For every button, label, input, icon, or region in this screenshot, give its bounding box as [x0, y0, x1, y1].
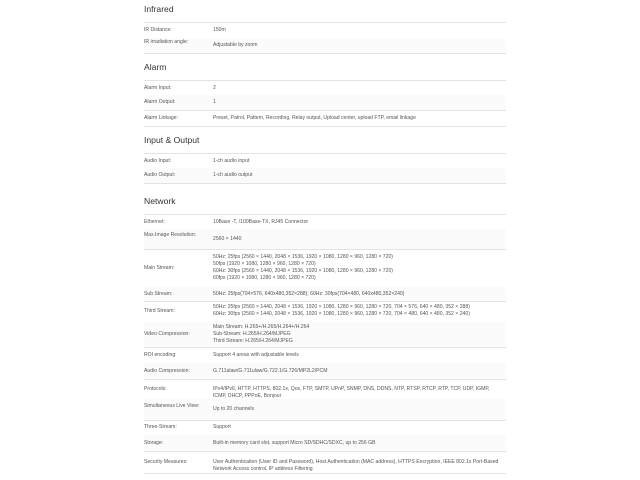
spec-value: User Authentication (User ID and Password), Host Authentication (MAC address), HTTPS Encryption, IEEE 802.1x Port-Based Network Access control, IP address Filtering — [213, 459, 499, 472]
spec-label: IR irradiation angle: — [144, 39, 189, 45]
spec-label: Three-Stream: — [144, 424, 177, 430]
spec-row — [144, 379, 506, 400]
spec-label: Protocols: — [144, 386, 167, 392]
section-title: Input & Output — [144, 135, 200, 145]
spec-value: 1-ch audio output — [213, 172, 253, 178]
spec-value: 150m — [213, 27, 226, 33]
spec-value: G.711alaw/G.711ulaw/G.722.1/G.726/MP2L2/PCM — [213, 368, 328, 374]
spec-value: Main Stream: H.265+/H.265/H.264+/H.264 Sub-Stream: H.265/H.264/MJPEG Third Stream: H.265/H.264/MJPEG — [213, 324, 310, 344]
spec-value: Support 4 areas with adjustable levels — [213, 352, 299, 358]
spec-value: 1-ch audio input — [213, 158, 250, 164]
spec-row — [144, 399, 506, 421]
spec-row — [144, 347, 506, 364]
spec-row — [144, 301, 506, 322]
spec-value: 1 — [213, 99, 216, 105]
spec-label: Security Measures: — [144, 459, 188, 465]
spec-value: 50Hz: 25fps(704×576, 640x480,352×288); 60Hz: 30fps(704×480, 640x480,352×240) — [213, 291, 405, 297]
spec-row — [144, 38, 506, 54]
spec-label: Alarm Input: — [144, 85, 172, 91]
spec-value: 2560 × 1440 — [213, 236, 242, 242]
spec-label: Ethernet: — [144, 219, 165, 225]
spec-label: Third Stream: — [144, 308, 175, 314]
spec-value: Preset, Patrol, Pattern, Recording, Relay output, Upload center, upload FTP, email linkage — [213, 115, 416, 121]
spec-row — [144, 229, 506, 250]
spec-row — [144, 287, 506, 302]
spec-row — [144, 420, 506, 436]
spec-value: 10Base -T, /100Base-TX, RJ45 Connector — [213, 219, 309, 225]
spec-value: Adjustable by zoom — [213, 42, 258, 48]
spec-label: IR Distance: — [144, 27, 172, 33]
spec-value: 50Hz: 25fps (2560 × 1440, 2048 × 1536, 1920 × 1080, 1280 × 960, 1280 × 720) 50fps (1920 × 1080, 1280 × 960, 1280 × 720) 60Hz: 30fps (2560 × 1440, 2048 × 1536, 1920 × 1080, 1280 × 960, 1280 × 720) 60fps (1920 × 1080, 1280 × 960, 1280 × 720) — [213, 254, 393, 281]
section-title: Infrared — [144, 4, 174, 14]
spec-row — [144, 168, 506, 184]
spec-label: Alarm Linkage: — [144, 115, 178, 121]
spec-label: Video Compression: — [144, 331, 190, 337]
spec-value: Up to 20 channels — [213, 406, 255, 412]
spec-label: ROI encoding: — [144, 352, 177, 358]
spec-label: Audio Output: — [144, 172, 176, 178]
spec-value: 2 — [213, 85, 216, 91]
section-title: Network — [144, 196, 176, 206]
section-title: Alarm — [144, 62, 167, 72]
spec-row — [144, 321, 506, 348]
spec-row — [144, 95, 506, 111]
spec-label: Alarm Output: — [144, 99, 176, 105]
spec-value: IPv4/IPv6, HTTP, HTTPS, 802.1x, Qos, FTP, SMTP, UPnP, SNMP, DNS, DDNS, NTP, RTSP, RTCP, RTP, TCP, UDP, IGMP, ICMP, DHCP, PPPoE, Bonjour — [213, 386, 490, 399]
spec-row — [144, 363, 506, 380]
spec-label: Storage: — [144, 440, 164, 446]
spec-label: Simultaneous Live View: — [144, 403, 200, 409]
spec-value: 50Hz: 25fps (2560 × 1440, 2048 × 1536, 1920 × 1080, 1280 × 960, 1280 × 720, 704 × 576, 640 × 480, 352 × 288) 60Hz: 30fps (2560 × 1440, 2048 × 1536, 1920 × 1080, 1280 × 960, 1280 × 720, 704 × 480, 640 × 480, 352 × 240) — [213, 304, 470, 317]
spec-label: Audio Input: — [144, 158, 172, 164]
spec-label: Max.Image Resolution: — [144, 232, 197, 238]
spec-label: Main Stream: — [144, 265, 175, 271]
spec-label: Audio Compression: — [144, 368, 190, 374]
spec-row — [144, 22, 506, 39]
spec-value: Built-in memory card slot, support Micro SD/SDHC/SDXC, up to 256 GB — [213, 440, 376, 446]
spec-row — [144, 451, 506, 474]
spec-row — [144, 111, 506, 127]
spec-value: Support — [213, 424, 231, 430]
spec-row — [144, 249, 506, 288]
spec-row — [144, 435, 506, 452]
spec-label: Sub Stream: — [144, 291, 173, 297]
